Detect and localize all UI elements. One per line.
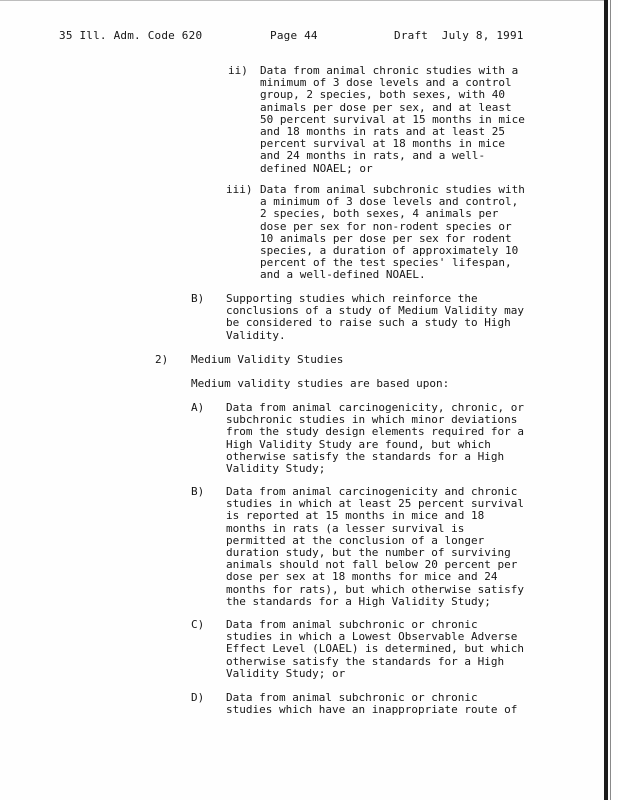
text-line: Validity. [226,328,286,342]
text-line: a minimum of 3 dose levels and control, [260,195,519,209]
text-line: subchronic studies in which minor deviations [226,413,518,427]
text-line: duration study, but the number of surviving [226,545,511,559]
text-line: studies which have an inappropriate route of [226,703,518,717]
text-line: otherwise satisfy the standards for a High [226,654,505,668]
text-line: 10 animals per dose per sex for rodent [260,231,512,245]
item-marker-a: A) [191,401,205,414]
item-c-text [226,619,524,680]
scan-top-edge [0,0,604,1]
text-line: animals per dose per sex, and at least [260,100,512,114]
item-b2-text [226,486,524,608]
text-line: animals should not fall below 20 percent per [226,558,518,572]
header-draft-date: Draft July 8, 1991 [394,29,524,42]
text-line: Validity Study; [226,461,326,475]
text-line: 50 percent survival at 15 months in mice [260,112,525,126]
text-line: Data from animal chronic studies with a [260,64,519,77]
item-ii-text [260,65,525,175]
text-line: Data from animal carcinogenicity and chronic [226,485,518,498]
section-intro: Medium validity studies are based upon: [191,377,450,390]
item-iii-text [260,184,525,282]
text-line: is reported at 15 months in mice and 18 [226,509,485,523]
item-a-text [226,402,524,475]
text-line: Validity Study; or [226,666,346,680]
item-marker-iii: iii) [226,183,253,196]
text-line: Data from animal subchronic or chronic [226,691,478,704]
text-line: studies in which at least 25 percent survival [226,497,525,511]
text-line: otherwise satisfy the standards for a High [226,449,505,463]
item-marker-b1: B) [191,292,205,305]
text-line: species, a duration of approximately 10 [260,243,519,257]
text-line: Effect Level (LOAEL) is determined, but which [226,642,525,656]
header-page-number: Page 44 [270,29,318,42]
item-marker-ii: ii) [228,64,248,77]
scan-right-edge [604,0,608,800]
text-line: and 18 months in rats and at least 25 [260,124,506,138]
header-code: 35 Ill. Adm. Code 620 [59,29,203,42]
text-line: months in rats (a lesser survival is [226,521,465,535]
text-line: and 24 months in rats, and a well- [260,149,486,163]
item-marker-d: D) [191,691,205,704]
item-b1-text [226,293,524,342]
text-line: from the study design elements required for a [226,425,525,439]
text-line: be considered to raise such a study to High [226,316,511,330]
text-line: minimum of 3 dose levels and a control [260,76,512,90]
section-marker-2: 2) [155,353,169,366]
text-line: permitted at the conclusion of a longer [226,533,485,547]
text-line: the standards for a High Validity Study; [226,594,491,608]
text-line: Data from animal subchronic studies with [260,183,525,196]
text-line: High Validity Study are found, but which [226,437,491,451]
text-line: Supporting studies which reinforce the [226,292,478,305]
text-line: 2 species, both sexes, 4 animals per [260,207,499,221]
item-marker-c: C) [191,618,205,631]
text-line: studies in which a Lowest Observable Adverse [226,630,518,644]
text-line: defined NOAEL; or [260,161,373,175]
text-line: conclusions of a study of Medium Validity may [226,304,525,318]
text-line: percent of the test species' lifespan, [260,256,512,270]
text-line: Data from animal subchronic or chronic [226,618,478,631]
item-d-text [226,692,517,716]
text-line: dose per sex at 18 months for mice and 24 [226,570,498,584]
text-line: dose per sex for non-rodent species or [260,219,512,233]
item-marker-b2: B) [191,485,205,498]
text-line: Data from animal carcinogenicity, chronic, or [226,401,525,414]
text-line: percent survival at 18 months in mice [260,137,506,151]
scan-right-edge-shadow [610,0,611,800]
text-line: group, 2 species, both sexes, with 40 [260,88,506,102]
text-line: and a well-defined NOAEL. [260,268,426,282]
section-heading: Medium Validity Studies [191,353,344,366]
text-line: months for rats), but which otherwise satisfy [226,582,525,596]
